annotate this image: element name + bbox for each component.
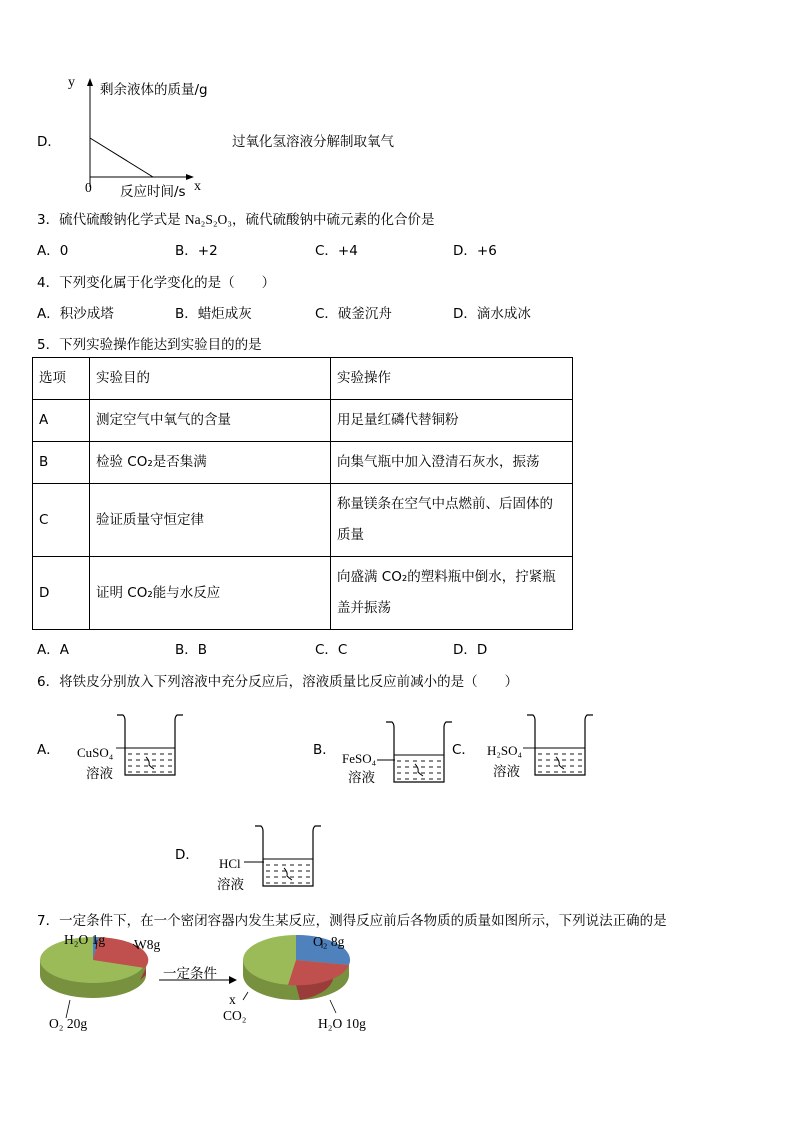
label-before-w: W8g (134, 937, 161, 952)
beaker-solution-formula: HCl (219, 856, 241, 871)
header-operation: 实验操作 (331, 358, 573, 400)
row-operation-line1: 称量镁条在空气中点燃前、后固体的 (337, 496, 553, 512)
q5-option-a[interactable]: A．A (37, 642, 69, 658)
q4-option-c[interactable]: C．破釜沉舟 (315, 306, 392, 322)
table-header-row (33, 358, 573, 400)
q4-stem: 4．下列变化属于化学变化的是（ ） (37, 275, 276, 291)
arrow-condition-label: 一定条件 (163, 966, 217, 982)
q2d-x-var: x (194, 179, 201, 194)
y-axis-arrow (87, 78, 93, 86)
reaction-arrow (229, 976, 237, 984)
q2d-origin: 0 (85, 180, 92, 195)
q4-option-b[interactable]: B．蜡炬成灰 (175, 306, 252, 322)
row-operation-line1: 向集气瓶中加入澄清石灰水，振荡 (337, 454, 540, 470)
q4-option-a[interactable]: A．积沙成塔 (37, 306, 114, 322)
beaker-d-icon (255, 826, 321, 886)
beaker-option-label: A． (37, 742, 60, 758)
table-row (33, 557, 573, 630)
q3-option-c[interactable]: C．+4 (315, 243, 358, 259)
label-after-x: x (229, 992, 236, 1007)
q5-option-c[interactable]: C．C (315, 642, 348, 658)
beaker-solution-formula: CuSO₄ (77, 745, 114, 760)
q2d-y-label: 剩余液体的质量/g (100, 82, 208, 98)
row-purpose: 验证质量守恒定律 (90, 484, 331, 557)
q3-stem (37, 208, 435, 228)
q4-option-d[interactable]: D．滴水成冰 (453, 306, 531, 322)
q2d-caption: 过氧化氢溶液分解制取氧气 (232, 134, 394, 150)
beaker-solution-word: 溶液 (493, 764, 520, 780)
label-before-o2: O₂ 20g (49, 1016, 88, 1031)
row-operation (331, 557, 573, 630)
beaker-solution-word: 溶液 (217, 877, 244, 893)
table-row (33, 442, 573, 484)
header-option: 选项 (33, 358, 90, 400)
beaker-c-icon (527, 715, 593, 775)
x-axis-arrow (186, 174, 194, 180)
row-option: D (33, 557, 90, 630)
q3-stem-prefix: 3．硫代硫酸钠化学式是 (37, 212, 185, 228)
row-operation-line1: 向盛满 CO₂的塑料瓶中倒水，拧紧瓶 (337, 569, 556, 585)
q3-stem-suffix: ，硫代硫酸钠中硫元素的化合价是 (232, 212, 435, 228)
row-operation-line2: 质量 (337, 527, 364, 543)
row-purpose: 检验 CO₂是否集满 (90, 442, 331, 484)
beaker-solution-word: 溶液 (86, 766, 113, 782)
beaker-option-label: B． (313, 742, 336, 758)
q5-option-d[interactable]: D．D (453, 642, 488, 658)
row-operation (331, 400, 573, 442)
q2d-option-label: D． (37, 134, 61, 150)
q6-stem: 6．将铁皮分别放入下列溶液中充分反应后，溶液质量比反应前减小的是（ ） (37, 674, 519, 690)
row-operation (331, 442, 573, 484)
row-purpose: 测定空气中氧气的含量 (90, 400, 331, 442)
q3-option-d[interactable]: D．+6 (453, 243, 497, 259)
label-after-h2o: H₂O 10g (318, 1016, 366, 1031)
q6-beakers-drawing (0, 700, 794, 900)
label-before-h2o: H₂O 1g (64, 932, 106, 947)
table-row (33, 484, 573, 557)
label-after-co2: CO₂ (223, 1008, 247, 1023)
q2d-x-label: 反应时间/s (120, 184, 186, 200)
q3-formula: Na₂S₂O₃ (184, 212, 233, 227)
beaker-option-label: C． (452, 742, 475, 758)
q5-table (32, 357, 573, 630)
beaker-option-label: D． (175, 847, 199, 863)
row-option: A (33, 400, 90, 442)
q2d-y-var: y (68, 75, 75, 90)
beaker-b-icon (386, 722, 452, 782)
row-option: C (33, 484, 90, 557)
beaker-solution-formula: H₂SO₄ (487, 743, 523, 758)
label-after-o2: O₂ 8g (313, 934, 345, 949)
q7-stem: 7．一定条件下，在一个密闭容器内发生某反应，测得反应前后各物质的质量如图所示，下列说法正确的是 (37, 913, 667, 929)
beaker-solution-word: 溶液 (348, 770, 375, 786)
q3-option-b[interactable]: B．+2 (175, 243, 218, 259)
row-purpose: 证明 CO₂能与水反应 (90, 557, 331, 630)
q5-stem: 5．下列实验操作能达到实验目的的是 (37, 337, 262, 353)
row-operation-line1: 用足量红磷代替铜粉 (337, 412, 459, 428)
q7-pie-diagram (0, 930, 794, 1040)
row-operation-line2: 盖并振荡 (337, 600, 391, 616)
row-operation (331, 484, 573, 557)
table-row (33, 400, 573, 442)
beaker-solution-formula: FeSO₄ (342, 751, 377, 766)
row-option: B (33, 442, 90, 484)
q3-option-a[interactable]: A．0 (37, 243, 69, 259)
beaker-a-icon (117, 715, 183, 775)
decline-line (90, 138, 153, 177)
header-purpose: 实验目的 (90, 358, 331, 400)
q5-option-b[interactable]: B．B (175, 642, 208, 658)
